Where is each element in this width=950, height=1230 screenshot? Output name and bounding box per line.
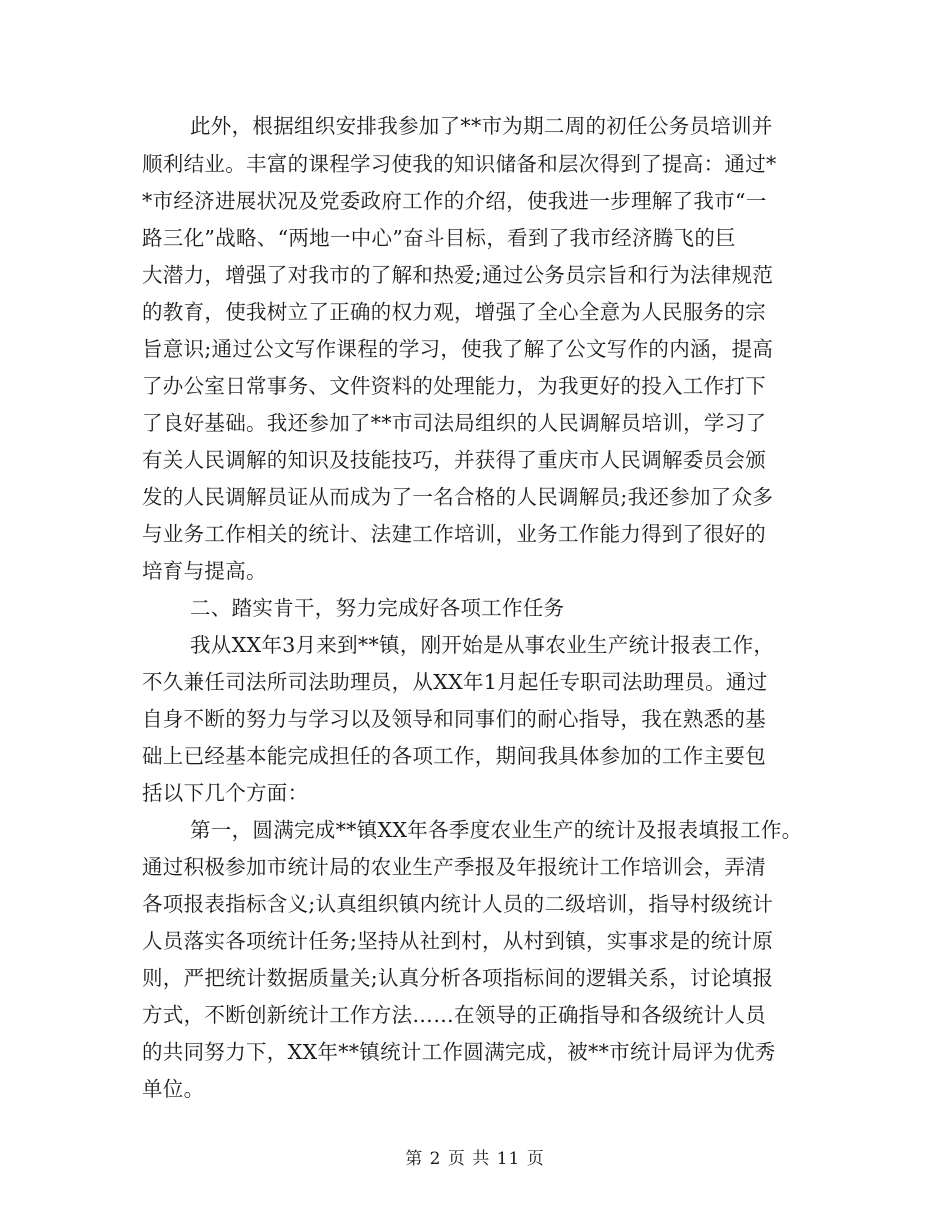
text-line: 此外，根据组织安排我参加了**市为期二周的初任公务员培训并: [190, 114, 773, 138]
text-line: 大潜力，增强了对我市的了解和热爱;通过公务员宗旨和行为法律规范: [142, 263, 774, 287]
text-line: 培育与提高。: [142, 559, 267, 583]
text-line: 不久兼任司法所司法助理员，从XX年1月起任专职司法助理员。通过: [142, 670, 768, 694]
text-line: *市经济进展状况及党委政府工作的介绍，使我进一步理解了我市“一: [142, 189, 767, 213]
text-line: 路三化”战略、“两地一中心”奋斗目标，看到了我市经济腾飞的巨: [142, 226, 736, 250]
section-heading: 二、踏实肯干，努力完成好各项工作任务: [190, 596, 565, 620]
text-line: 发的人民调解员证从而成为了一名合格的人民调解员;我还参加了众多: [142, 485, 774, 509]
text-line: 自身不断的努力与学习以及领导和同事们的耐心指导，我在熟悉的基: [142, 707, 766, 731]
text-line: 的共同努力下，XX年**镇统计工作圆满完成，被**市统计局评为优秀: [142, 1040, 776, 1064]
text-line: 了良好基础。我还参加了**市司法局组织的人民调解员培训，学习了: [142, 411, 767, 435]
text-line: 单位。: [142, 1077, 205, 1101]
text-line: 第一，圆满完成**镇XX年各季度农业生产的统计及报表填报工作。: [190, 818, 803, 842]
text-line: 与业务工作相关的统计、法建工作培训，业务工作能力得到了很好的: [142, 522, 766, 546]
text-line: 有关人民调解的知识及技能技巧，并获得了重庆市人民调解委员会颁: [142, 448, 766, 472]
text-line: 括以下几个方面：: [142, 781, 309, 805]
text-line: 础上已经基本能完成担任的各项工作，期间我具体参加的工作主要包: [142, 744, 766, 768]
text-line: 顺利结业。丰富的课程学习使我的知识储备和层次得到了提高：通过*: [142, 152, 777, 176]
text-line: 通过积极参加市统计局的农业生产季报及年报统计工作培训会，弄清: [142, 855, 766, 879]
text-line: 的教育，使我树立了正确的权力观，增强了全心全意为人民服务的宗: [142, 300, 766, 324]
text-line: 人员落实各项统计任务;坚持从社到村，从村到镇，实事求是的统计原: [142, 929, 774, 953]
text-line: 方式，不断创新统计工作方法……在领导的正确指导和各级统计人员: [142, 1003, 766, 1027]
text-line: 了办公室日常事务、文件资料的处理能力，为我更好的投入工作打下: [142, 374, 766, 398]
text-line: 则，严把统计数据质量关;认真分析各项指标间的逻辑关系，讨论填报: [142, 966, 774, 990]
text-line: 各项报表指标含义;认真组织镇内统计人员的二级培训，指导村级统计: [142, 892, 774, 916]
text-line: 我从XX年3月来到**镇，刚开始是从事农业生产统计报表工作，: [190, 633, 775, 657]
text-line: 旨意识;通过公文写作课程的学习，使我了解了公文写作的内涵，提高: [142, 337, 774, 361]
page-number-footer: 第 2 页 共 11 页: [405, 1149, 545, 1169]
